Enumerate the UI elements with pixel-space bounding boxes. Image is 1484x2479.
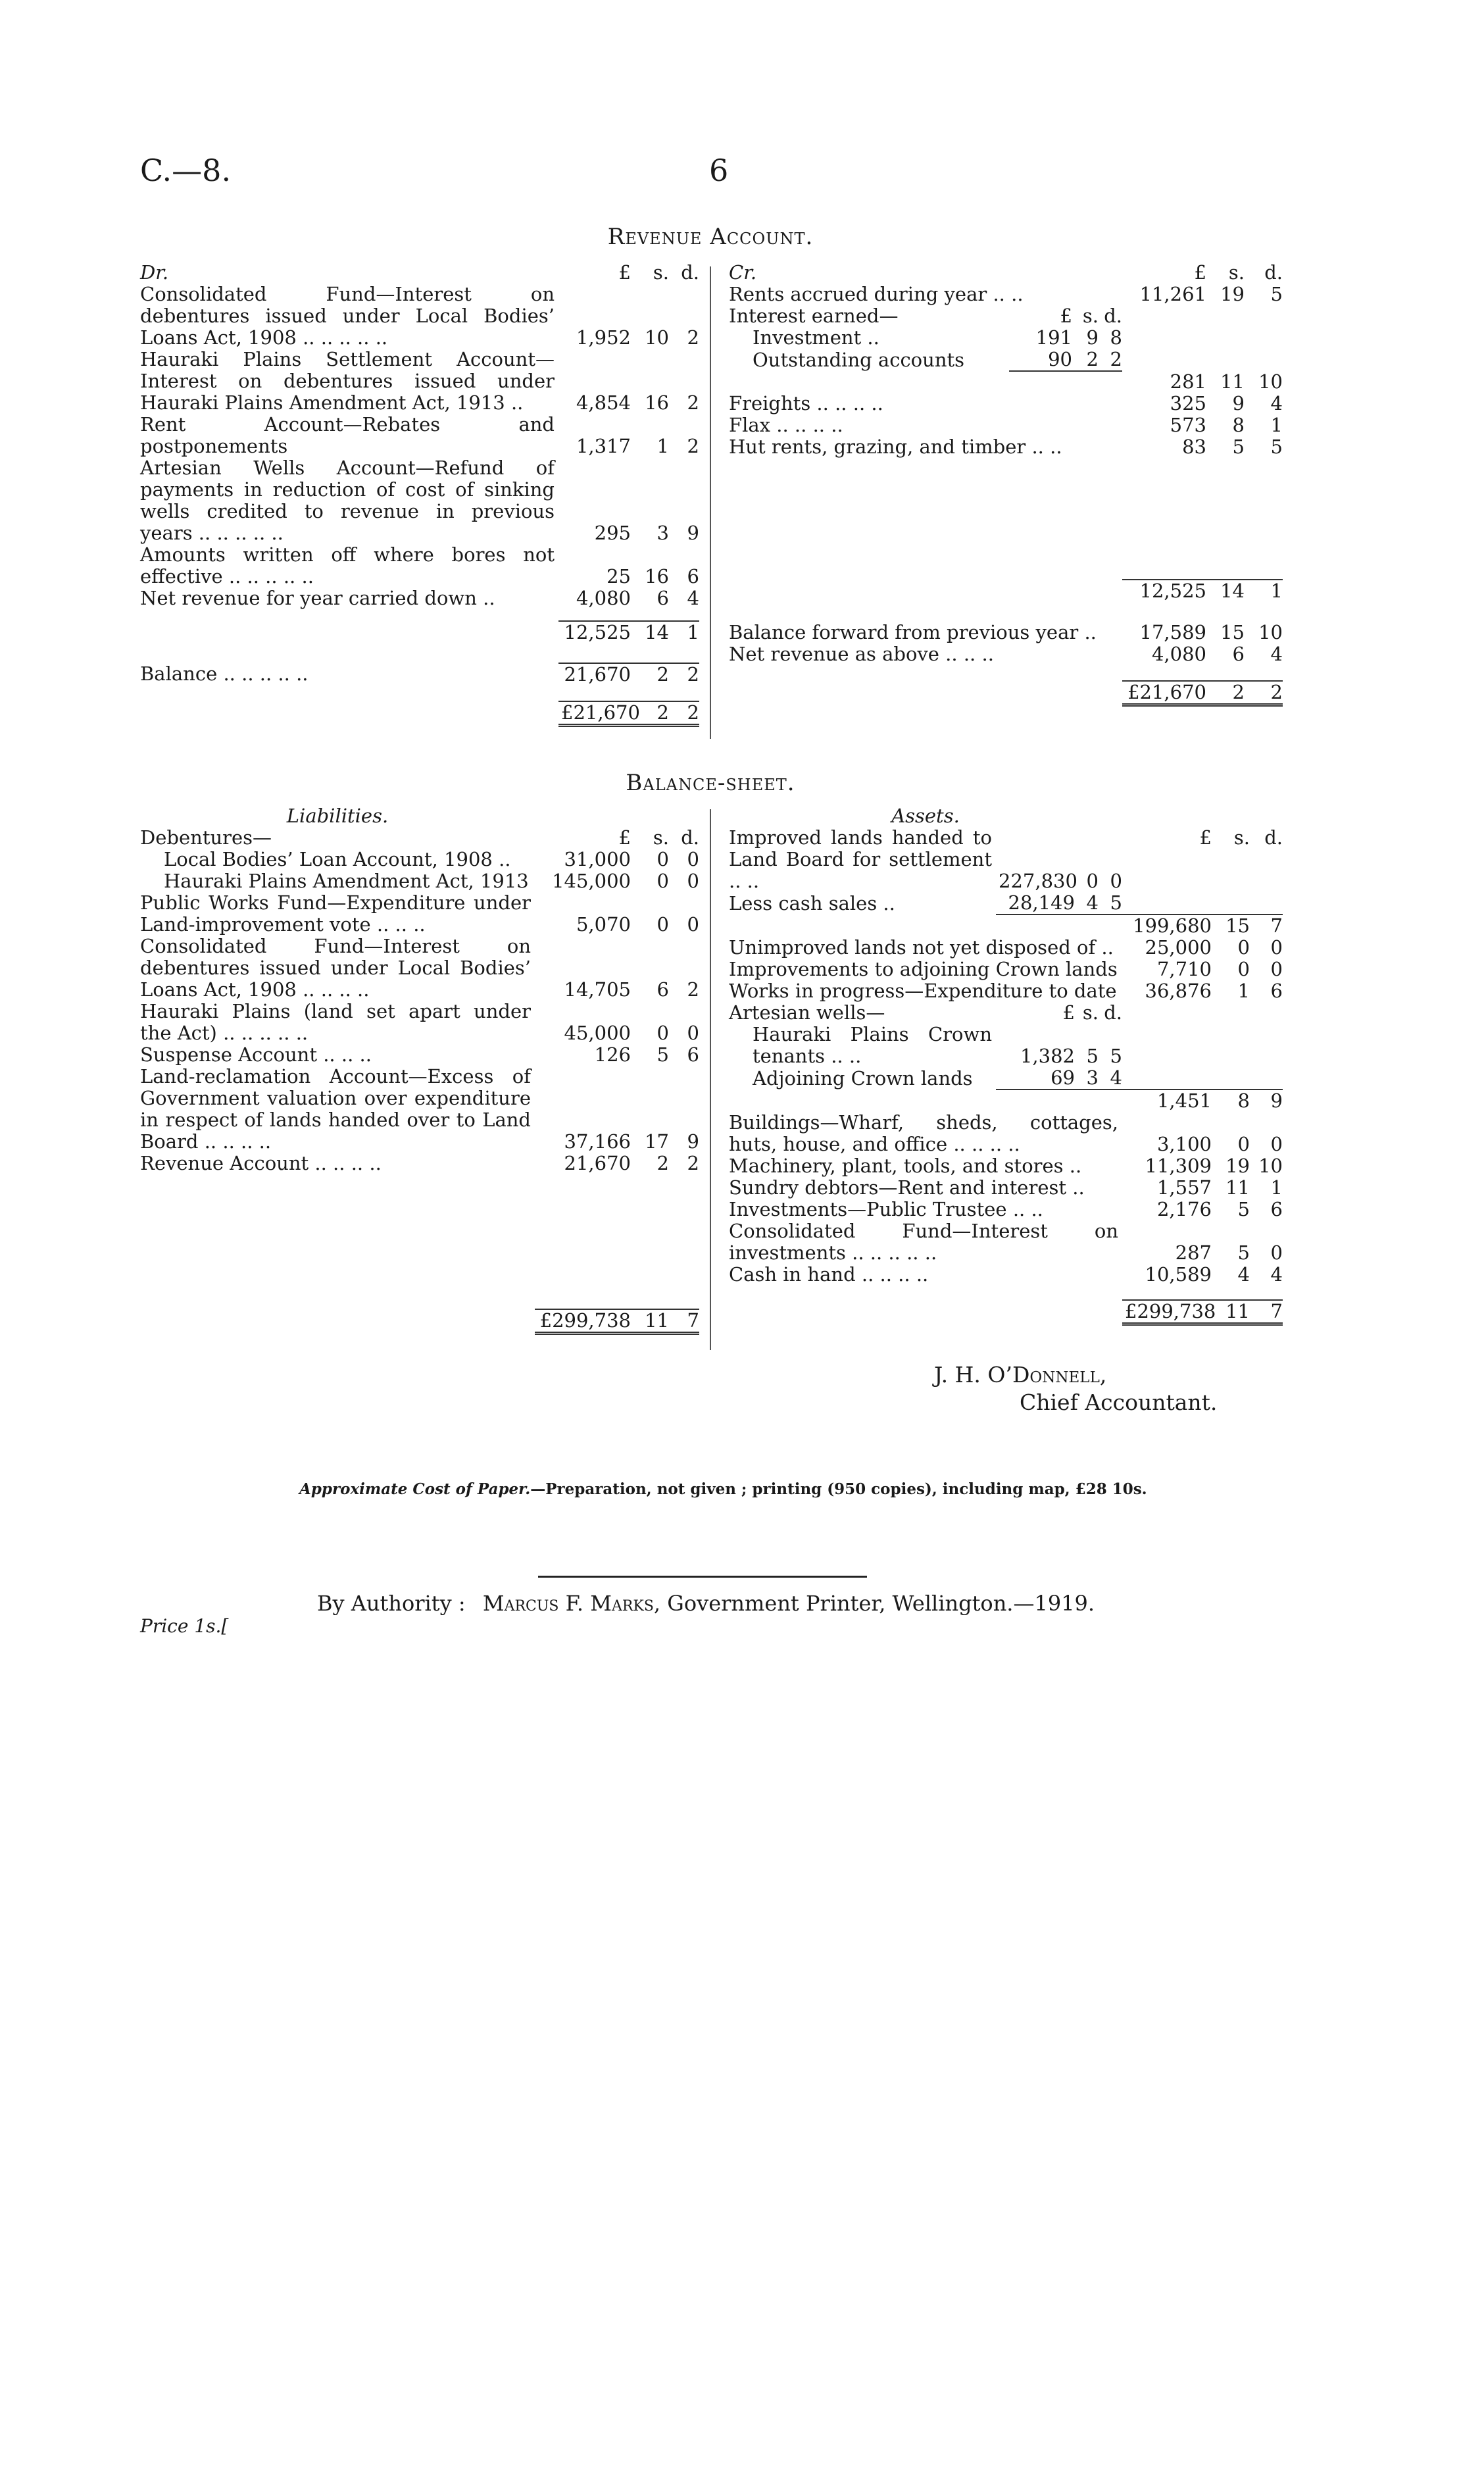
table-row: Public Works Fund—Expenditure under Land-improvement vote .. .. .. 5,070 0 0 — [140, 891, 699, 936]
signature-role: Chief Accountant. — [1020, 1390, 1218, 1415]
grand-total-row: £21,670 2 2 — [140, 701, 699, 726]
signature-name: J. H. O’Donnell, — [934, 1362, 1107, 1388]
grand-total-row: £21,670 2 2 — [729, 681, 1283, 705]
col-pound: £ — [618, 261, 631, 284]
table-row: 1,451 8 9 — [729, 1089, 1283, 1112]
table-row: Hauraki Plains (land set apart under the Act) .. .. .. .. .. 45,000 0 0 — [140, 1000, 699, 1044]
authority-line — [317, 1591, 1095, 1616]
table-row: Consolidated Fund—Interest on investments .. .. .. .. .. 287 5 0 — [729, 1220, 1283, 1264]
table-row: Rents accrued during year .. .. 11,261 19 5 — [729, 283, 1283, 305]
price: Price 1s.[ — [140, 1615, 229, 1637]
table-row: Net revenue for year carried down .. 4,080 6 4 — [140, 587, 699, 609]
revenue-cr-table: Cr. £ s. d. Rents accrued during year .. .. 11,261 19 5 Interest earned— £ s. d. Investment .. 191 9 8 Outstanding accounts 90 2 2 281 11 10 Freights .. .. .. .. 325 9 4 Flax .. .. .. .. 573 8 1 Hut rents, grazing, and timber .. .. 83 5 5 12,525 14 1 Balance forward from previous year .. 17,589 15 10 Net revenue as above .. .. .. 4,080 6 4 £21,670 2 2 — [729, 262, 1283, 707]
balance-sheet-title: Balance-sheet. — [626, 770, 795, 796]
table-row: Land-reclamation Account—Excess of Government valuation over expenditure in respect of lands handed over to Land Board .. .. .. .. 37,166 17 9 — [140, 1065, 699, 1153]
table-row: Rent Account—Rebates and postponements 1,317 1 2 — [140, 413, 699, 457]
table-row: Flax .. .. .. .. 573 8 1 — [729, 414, 1283, 436]
col-shillings: s. — [653, 261, 669, 284]
table-row: Hut rents, grazing, and timber .. .. 83 5 5 — [729, 436, 1283, 458]
liabilities-label: Liabilities. — [286, 805, 389, 827]
cost-note — [299, 1480, 1147, 1498]
table-row: Cash in hand .. .. .. .. 10,589 4 4 — [729, 1263, 1283, 1286]
table-row: Machinery, plant, tools, and stores .. 11,309 19 10 — [729, 1155, 1283, 1177]
assets-label: Assets. — [891, 805, 960, 827]
authority-prefix: By Authority : — [317, 1591, 466, 1616]
document-code: C.—8. — [140, 153, 232, 188]
assets-table — [729, 805, 1283, 1326]
table-row: Works in progress—Expenditure to date 36,876 1 6 — [729, 980, 1283, 1002]
table-row: Amounts written off where bores not effective .. .. .. .. .. 25 16 6 — [140, 543, 699, 588]
table-row: Balance forward from previous year .. 17,589 15 10 — [729, 621, 1283, 643]
table-row: Hauraki Plains Crown tenants .. .. 1,382 5 5 — [753, 1023, 1122, 1067]
liabilities-table: Liabilities. Debentures— £ s. d. Local Bodies’ Loan Account, 1908 .. 31,000 0 0 Hauraki Plains Amendment Act, 1913 145,000 0 0 Public Works Fund—Expenditure under Land-improvement vote .. .. .. 5,070 0 0 Consolidated Fund—Interest on debentures issued under Local Bodies’ Loans Act, 1908 .. .. .. .. 14,705 6 2 Hauraki Plains (land set apart under the Act) .. .. .. .. .. 45,000 0 0 Suspense Account .. .. .. 126 5 6 Land-reclamation Account—Excess of Government valuation over expenditure in respect of lands handed over to Land Board .. .. .. .. 37,166 17 9 Revenue Account .. .. .. .. 21,670 2 2 £299,738 11 7 — [140, 805, 699, 1335]
table-row: Less cash sales .. 28,149 4 5 — [729, 891, 1122, 914]
table-row: Improved lands handed to Land Board for settlement .. .. 227,830 0 0 £ s. d. — [729, 826, 1283, 892]
dr-label: Dr. — [140, 261, 169, 284]
table-row: Suspense Account .. .. .. 126 5 6 — [140, 1043, 699, 1066]
cost-label: Approximate Cost of Paper. — [299, 1480, 531, 1498]
table-row: Adjoining Crown lands 69 3 4 — [753, 1066, 1122, 1089]
grand-total-row: £299,738 11 7 — [140, 1309, 699, 1334]
table-row: Consolidated Fund—Interest on debentures issued under Local Bodies’ Loans Act, 1908 .. .. .. .. 14,705 6 2 — [140, 935, 699, 1001]
balance-sheet-divider — [710, 809, 711, 1350]
table-row: Artesian Wells Account—Refund of payments in reduction of cost of sinking wells credited to revenue in previous years .. .. .. .. .. 295 3 9 — [140, 457, 699, 544]
total-row: 12,525 14 1 — [729, 580, 1283, 602]
printer-name: Marcus F. Marks, — [482, 1591, 661, 1616]
table-row: 281 11 10 — [1170, 370, 1283, 393]
revenue-divider — [710, 266, 711, 739]
cost-text: —Preparation, not given ; printing (950 copies), including map, £28 10s. — [530, 1480, 1147, 1498]
table-row: Interest earned— £ s. d. — [729, 305, 1122, 327]
table-row: 199,680 15 7 — [729, 914, 1283, 937]
table-row: Buildings—Wharf, sheds, cottages, huts, house, and office .. .. .. .. 3,100 0 0 — [729, 1111, 1283, 1155]
table-row: Balance .. .. .. .. .. 21,670 2 2 — [140, 663, 699, 686]
total-row: 12,525 14 1 — [140, 621, 699, 643]
table-row: Unimproved lands not yet disposed of .. 25,000 0 0 — [729, 936, 1283, 959]
table-row: Outstanding accounts 90 2 2 — [753, 348, 1122, 371]
revenue-dr-table — [140, 262, 699, 727]
table-row: Hauraki Plains Settlement Account—Interest on debentures issued under Hauraki Plains Amendment Act, 1913 .. 4,854 16 2 — [140, 348, 699, 414]
col-pence: d. — [681, 261, 699, 284]
table-row: Net revenue as above .. .. .. 4,080 6 4 — [729, 643, 1283, 665]
table-row: Sundry debtors—Rent and interest .. 1,557 11 1 — [729, 1176, 1283, 1199]
table-row: Local Bodies’ Loan Account, 1908 .. 31,000 0 0 — [164, 848, 699, 870]
table-row: Freights .. .. .. .. 325 9 4 — [729, 392, 1283, 414]
revenue-account-title: Revenue Account. — [607, 224, 814, 250]
table-row: Investments—Public Trustee .. .. 2,176 5 6 — [729, 1198, 1283, 1220]
footer-divider — [538, 1576, 867, 1578]
table-row: Improvements to adjoining Crown lands 7,710 0 0 — [729, 958, 1283, 980]
table-row: Artesian wells— £ s. d. — [729, 1001, 1122, 1024]
cr-label: Cr. — [729, 261, 757, 284]
grand-total-row: £299,738 11 7 — [729, 1300, 1283, 1324]
table-row: Revenue Account .. .. .. .. 21,670 2 2 — [140, 1152, 699, 1174]
table-row: Hauraki Plains Amendment Act, 1913 145,000 0 0 — [164, 870, 699, 892]
page-number: 6 — [709, 153, 729, 188]
table-row: Investment .. 191 9 8 — [753, 326, 1122, 349]
table-row: Consolidated Fund—Interest on debentures issued under Local Bodies’ Loans Act, 1908 .. .. .. .. .. 1,952 10 2 — [140, 283, 699, 349]
authority-suffix: Government Printer, Wellington.—1919. — [667, 1591, 1095, 1616]
